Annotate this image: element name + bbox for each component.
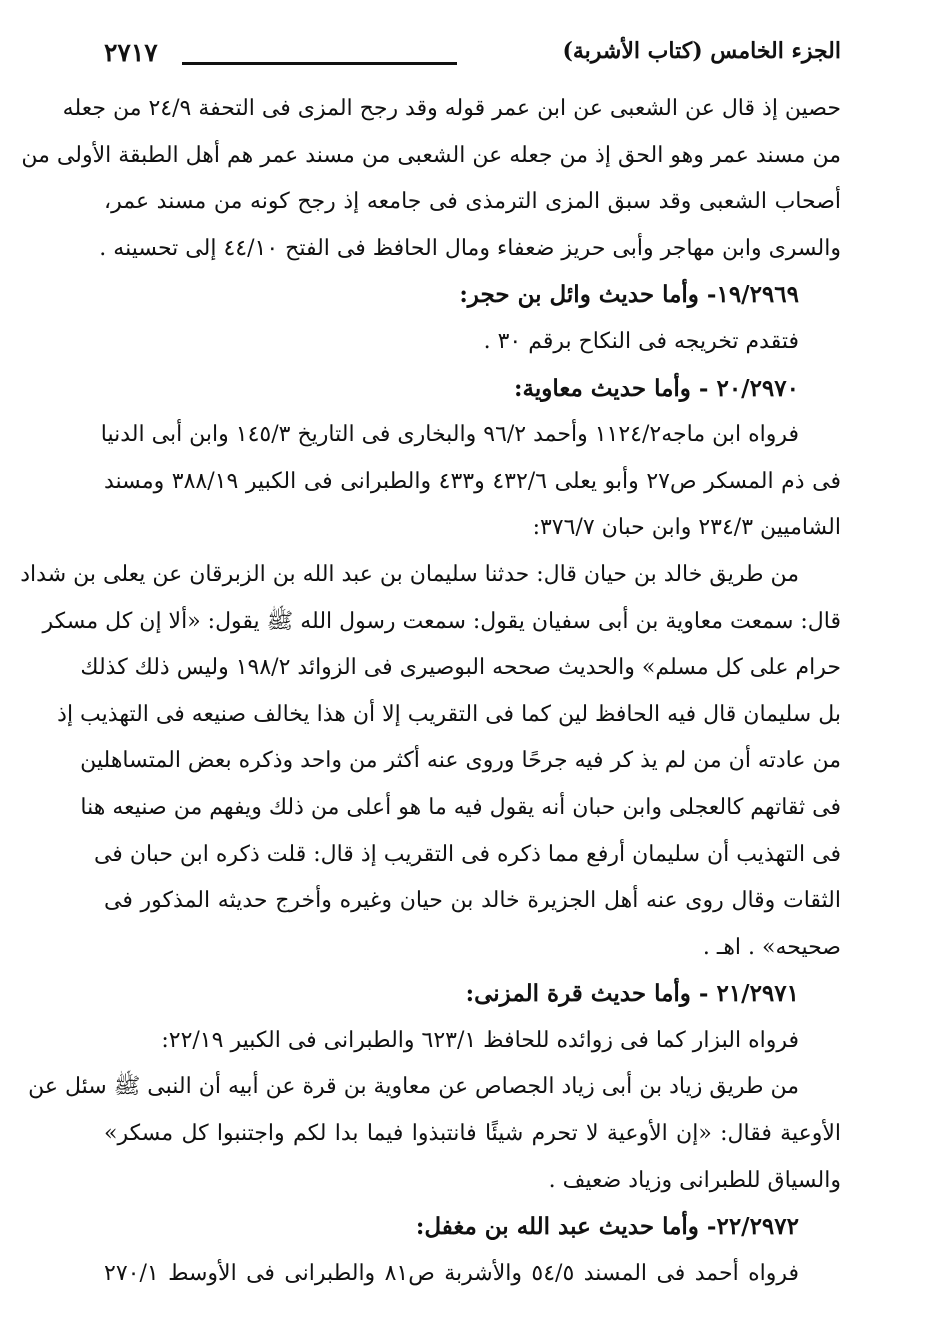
text-line: الأوعية فقال: «إن الأوعية لا تحرم شيئًا فانتبذوا فيما بدا لكم واجتنبوا كل مسكر» (104, 1121, 841, 1147)
section-heading: ٢١/٢٩٧١ - وأما حديث قرة المزنى: (465, 980, 799, 1008)
text-line: فرواه البزار كما فى زوائده للحافظ ٦٢٣/١ والطبرانى فى الكبير ٢٢/١٩: (161, 1027, 799, 1053)
text-line: صحيحه» . اهـ . (702, 934, 841, 960)
section-heading: ٢٠/٢٩٧٠ - وأما حديث معاوية: (514, 374, 799, 402)
page-header (104, 38, 841, 78)
text-line: فى ثقاتهم كالعجلى وابن حبان أنه يقول فيه ما هو أعلى من ذلك ويفهم من صنيعه هنا (80, 794, 841, 820)
text-line: أصحاب الشعبى وقد سبق المزى الترمذى فى جامعه إذ رجح كونه من مسند عمر، (104, 189, 841, 215)
body-text (20, 86, 842, 1297)
text-line: حصين إذ قال عن الشعبى عن ابن عمر قوله وقد رجح المزى فى التحفة ٢٤/٩ من جعله (62, 96, 841, 121)
text-line: من طريق خالد بن حيان قال: حدثنا سليمان بن عبد الله بن الزبرقان عن يعلى بن شداد (20, 561, 799, 587)
text-line: فى التهذيب أن سليمان أرفع مما ذكره فى التقريب إذ قال: قلت ذكره ابن حبان فى (93, 841, 841, 867)
section-heading: ١٩/٢٩٦٩- وأما حديث وائل بن حجر: (459, 281, 799, 309)
text-line: من طريق زياد بن أبى زياد الجصاص عن معاوية بن قرة عن أبيه أن النبى ﷺ سئل عن (28, 1074, 799, 1100)
running-head: الجزء الخامس (كتاب الأشربة) (562, 38, 841, 64)
text-line: من مسند عمر وهو الحق إذ من جعله عن الشعبى من مسند عمر هم أهل الطبقة الأولى من (21, 142, 841, 168)
page-number: ٢٧١٧ (104, 38, 158, 67)
text-line: الثقات وقال روى عنه أهل الجزيرة خالد بن حيان وغيره وأخرج حديثه المذكور فى (104, 888, 841, 914)
text-line: من عادته أن من لم يذ كر فيه جرحًا وروى عنه أكثر من واحد وذكره بعض المتساهلين (80, 748, 841, 774)
section-heading: ٢٢/٢٩٧٢- وأما حديث عبد الله بن مغفل: (415, 1213, 799, 1241)
text-line: فرواه ابن ماجه١١٢٤/٢ وأحمد ٩٦/٢ والبخارى فى التاريخ ١٤٥/٣ وابن أبى الدنيا (100, 422, 799, 448)
text-line: فى ذم المسكر ص٢٧ وأبو يعلى ٤٣٢/٦ و٤٣٣ والطبرانى فى الكبير ٣٨٨/١٩ ومسند (104, 468, 842, 494)
text-line: فتقدم تخريجه فى النكاح برقم ٣٠ . (483, 328, 799, 354)
text-line: والسياق للطبرانى وزياد ضعيف . (548, 1167, 841, 1193)
text-line: بل سليمان قال فيه الحافظ لين كما فى التقريب إلا أن هذا يخالف صنيعه فى التهذيب إذ (57, 701, 841, 727)
text-line: قال: سمعت معاوية بن أبى سفيان يقول: سمعت رسول الله ﷺ يقول: «ألا إن كل مسكر (42, 608, 841, 634)
text-line: فرواه أحمد فى المسند ٥٤/٥ والأشربة ص٨١ والطبرانى فى الأوسط ٢٧٠/١ (104, 1260, 800, 1286)
header-rule (182, 62, 457, 65)
text-line: حرام على كل مسلم» والحديث صححه البوصيرى فى الزوائد ١٩٨/٢ وليس ذلك كذلك (80, 655, 841, 681)
text-line: الشاميين ٢٣٤/٣ وابن حبان ٣٧٦/٧: (532, 515, 841, 541)
text-line: والسرى وابن مهاجر وأبى حريز ضعفاء ومال الحافظ فى الفتح ٤٤/١٠ إلى تحسينه . (99, 235, 841, 261)
